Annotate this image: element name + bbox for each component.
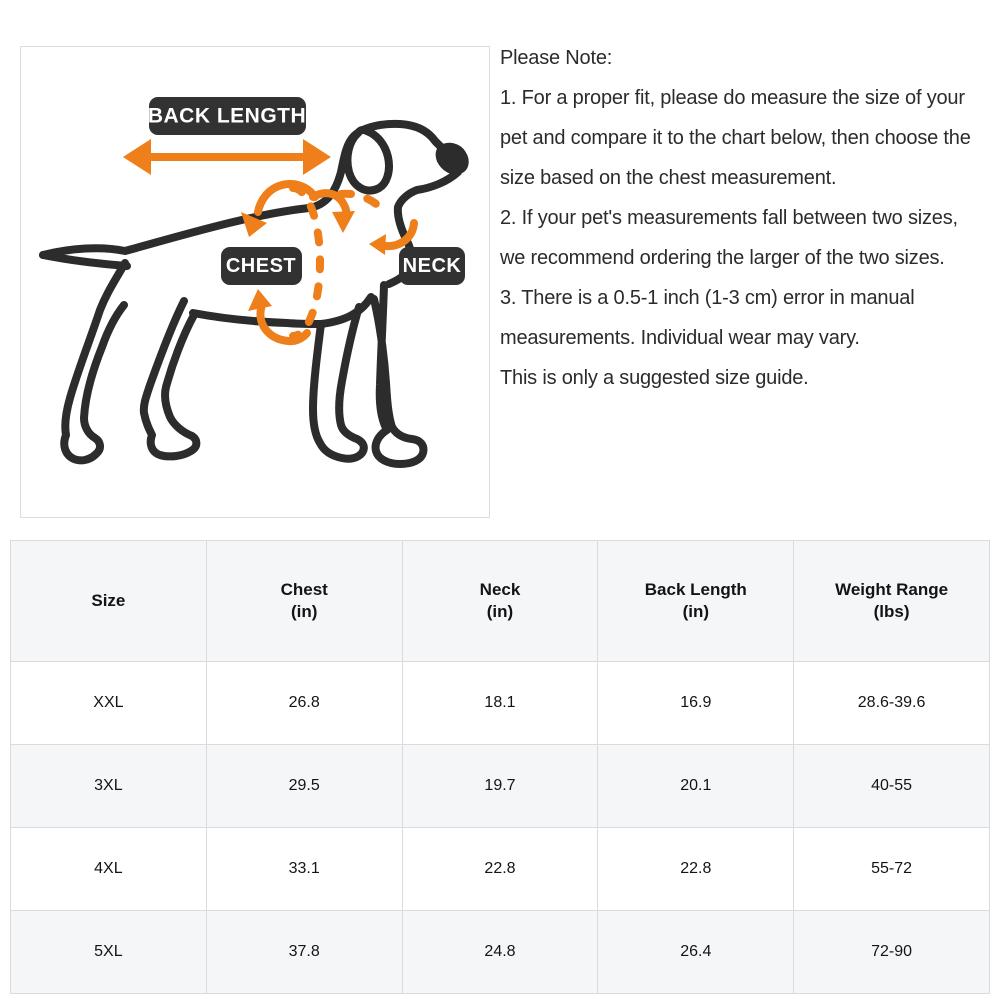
back-length-label-text: BACK LENGTH (147, 104, 307, 128)
note-line: size based on the chest measurement. (500, 167, 837, 189)
withers-arrowhead (332, 211, 355, 233)
dog-front-leg-near (374, 285, 423, 464)
neck-label-text: NECK (402, 255, 462, 277)
chest-arrowhead-bottom (248, 289, 272, 311)
chest-label-text: CHEST (225, 255, 297, 277)
cell-size: 5XL (11, 911, 207, 994)
table-row-xxl (11, 662, 990, 745)
header-label: Weight Range (835, 580, 949, 599)
col-header-weight-range (794, 541, 990, 662)
header-label: Chest (280, 580, 328, 599)
header-unit: (lbs) (873, 602, 910, 621)
cell-size: XXL (11, 662, 207, 745)
col-header-chest (206, 541, 402, 662)
col-header-size (11, 541, 207, 662)
cell-chest: 37.8 (206, 911, 402, 994)
size-table (10, 540, 990, 994)
cell-size: 4XL (11, 828, 207, 911)
note-line: we recommend ordering the larger of the two sizes. (500, 247, 945, 269)
dog-ear (347, 130, 389, 191)
back-length-label (148, 97, 306, 135)
dog-brisket-line (321, 297, 371, 324)
chest-label (221, 247, 302, 285)
note-line: 3. There is a 0.5-1 inch (1-3 cm) error in manual (500, 287, 915, 309)
notes-section (500, 38, 1000, 398)
note-line: measurements. Individual wear may vary. (500, 327, 860, 349)
cell-back-length: 26.4 (598, 911, 794, 994)
dog-measurement-diagram (20, 46, 490, 518)
note-line: This is only a suggested size guide. (500, 367, 809, 389)
note-line: 1. For a proper fit, please do measure the size of your (500, 87, 965, 109)
cell-back-length: 16.9 (598, 662, 794, 745)
neck-arrowhead (369, 234, 386, 255)
header-unit: (in) (486, 602, 514, 621)
cell-neck: 24.8 (402, 911, 598, 994)
table-row-5xl (11, 911, 990, 994)
table-row-3xl (11, 745, 990, 828)
notes-title: Please Note: (500, 47, 613, 69)
table-row-4xl (11, 828, 990, 911)
header-unit: (in) (682, 602, 709, 621)
dog-outline-drawing (43, 124, 467, 464)
dog-hind-leg-near (144, 301, 197, 456)
dog-nose (438, 145, 467, 173)
dog-front-leg-far (313, 307, 364, 459)
header-label: Back Length (644, 580, 747, 599)
cell-chest: 33.1 (206, 828, 402, 911)
cell-weight: 72-90 (794, 911, 990, 994)
col-header-back-length (598, 541, 794, 662)
header-label: Size (91, 591, 126, 610)
col-header-neck (402, 541, 598, 662)
back-length-arrowhead-left (123, 139, 151, 175)
cell-back-length: 22.8 (598, 828, 794, 911)
back-length-arrowhead-right (303, 139, 331, 175)
dog-hind-leg-far (64, 263, 125, 460)
dog-tail-line (43, 255, 127, 266)
header-unit: (in) (290, 602, 318, 621)
size-table-header (11, 541, 990, 662)
note-line: pet and compare it to the chart below, then choose the (500, 127, 971, 149)
note-line: 2. If your pet's measurements fall between two sizes, (500, 207, 958, 229)
cell-chest: 26.8 (206, 662, 402, 745)
cell-weight: 40-55 (794, 745, 990, 828)
header-label: Neck (479, 580, 521, 599)
cell-size: 3XL (11, 745, 207, 828)
size-table-body (11, 662, 990, 994)
neck-label (399, 247, 465, 285)
cell-weight: 55-72 (794, 828, 990, 911)
cell-chest: 29.5 (206, 745, 402, 828)
header-row (11, 541, 990, 662)
cell-neck: 19.7 (402, 745, 598, 828)
cell-neck: 22.8 (402, 828, 598, 911)
dog-diagram-svg (21, 47, 489, 517)
cell-back-length: 20.1 (598, 745, 794, 828)
cell-weight: 28.6-39.6 (794, 662, 990, 745)
cell-neck: 18.1 (402, 662, 598, 745)
